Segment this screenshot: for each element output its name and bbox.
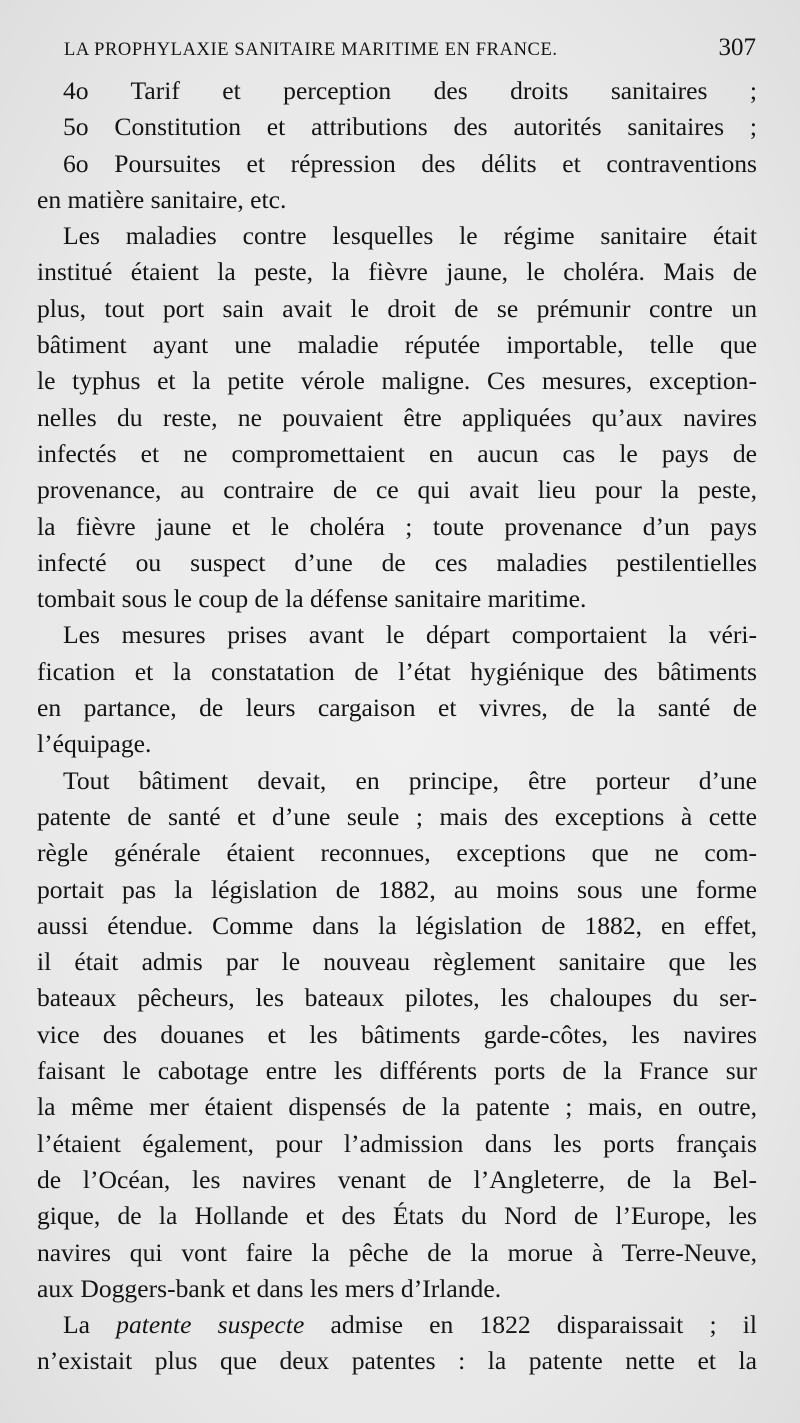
text-line: fication et la constatation de l’état hygiénique des bâtiments [37,656,757,686]
text-line: patente de santé et d’une seule ; mais des exceptions à cette [37,801,757,831]
text-line: en matière sanitaire, etc. [37,184,287,214]
text-line: navires qui vont faire la pêche de la morue à Terre-Neuve, [37,1237,757,1267]
text-line: bateaux pêcheurs, les bateaux pilotes, les chaloupes du ser- [37,983,757,1013]
text-line: 5o Constitution et attributions des autorités sanitaires ; [63,112,757,142]
text-line: aussi étendue. Comme dans la législation de 1882, en effet, [37,910,757,940]
text-line: le typhus et la petite vérole maligne. Ces mesures, exception- [37,366,757,396]
text-line: Les mesures prises avant le départ comportaient la véri- [63,620,757,650]
text-line: infectés et ne compromettaient en aucun cas le pays de [37,438,757,468]
text-line: il était admis par le nouveau règlement sanitaire que les [37,947,757,977]
text-line: Les maladies contre lesquelles le régime sanitaire était [63,221,757,251]
body-text [37,73,757,1380]
text-line: portait pas la législation de 1882, au moins sous une forme [37,874,757,904]
text-line: l’équipage. [37,729,152,759]
text-line: la fièvre jaune et le choléra ; toute provenance d’un pays [37,511,757,541]
text-line: la même mer étaient dispensés de la patente ; mais, en outre, [37,1092,757,1122]
text-line: de l’Océan, les navires venant de l’Angleterre, de la Bel- [37,1164,757,1194]
text-line: règle générale étaient reconnues, exceptions que ne com- [37,838,757,868]
text-line: vice des douanes et les bâtiments garde-côtes, les navires [37,1019,757,1049]
text-line: aux Doggers-bank et dans les mers d’Irlande. [37,1273,502,1303]
text-line: 4o Tarif et perception des droits sanitaires ; [63,76,757,105]
text-line: plus, tout port sain avait le droit de se prémunir contre un [37,293,757,323]
text-line: n’existait plus que deux patentes : la patente nette et la [37,1346,757,1376]
text-line: gique, de la Hollande et des États du Nord de l’Europe, les [37,1201,757,1231]
page-header [64,34,756,68]
lead-word: La [63,1310,90,1340]
text-line: provenance, au contraire de ce qui avait lieu pour la peste, [37,475,757,505]
text-line: en partance, de leurs cargaison et vivres, de la santé de [37,693,757,723]
text-line: infecté ou suspect d’une de ces maladies pestilentielles [37,547,757,577]
italic-term: patente suspecte [116,1310,305,1340]
text-line: nelles du reste, ne pouvaient être appliquées qu’aux navires [37,402,757,432]
text-line: 6o Poursuites et répression des délits et contraventions [63,148,757,178]
text-line: bâtiment ayant une maladie réputée importable, telle que [37,330,757,360]
text-line: institué étaient la peste, la fièvre jaune, le choléra. Mais de [37,257,757,287]
text-line: l’étaient également, pour l’admission dans les ports français [37,1128,757,1158]
text-line-with-italic [37,1307,757,1343]
text-line: Tout bâtiment devait, en principe, être porteur d’une [63,765,757,795]
running-title: LA PROPHYLAXIE SANITAIRE MARITIME EN FRANCE. [64,40,558,60]
line-remainder: admise en 1822 disparaissait ; il [330,1310,757,1340]
page-number: 307 [718,34,756,61]
text-line: tombait sous le coup de la défense sanitaire maritime. [37,584,587,614]
text-line: faisant le cabotage entre les différents ports de la France sur [37,1056,757,1086]
